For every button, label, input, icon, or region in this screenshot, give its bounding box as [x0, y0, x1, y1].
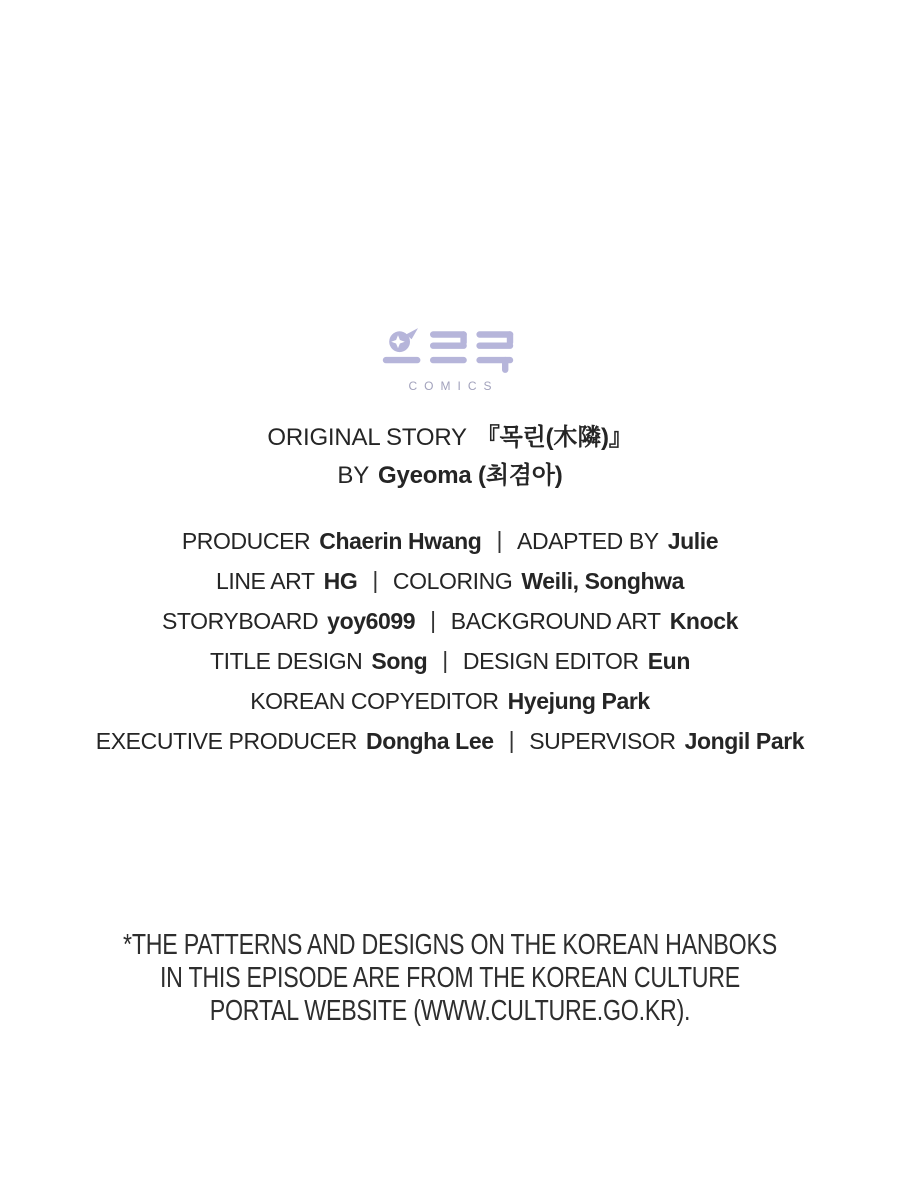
publisher-logo-block — [0, 328, 900, 393]
credit-name: Hyejung Park — [507, 688, 650, 714]
credit-separator: | — [496, 527, 503, 553]
footnote-line: *THE PATTERNS AND DESIGNS ON THE KOREAN HANBOKS — [123, 929, 777, 961]
credit-row-executive-producer — [0, 721, 900, 761]
credit-name: HG — [323, 568, 358, 594]
logo-subtitle: COMICS — [408, 379, 499, 393]
seureureuk-comics-logo-icon — [382, 328, 518, 373]
credit-name: Jongil Park — [684, 728, 805, 754]
credit-role: COLORING — [392, 568, 513, 594]
original-story-label: ORIGINAL STORY — [267, 424, 467, 451]
credit-name: Eun — [647, 648, 690, 674]
title-block — [0, 419, 900, 495]
credit-separator: | — [442, 647, 448, 673]
credit-name: Dongha Lee — [365, 728, 494, 754]
original-story-line — [0, 419, 900, 457]
credit-role: DESIGN EDITOR — [462, 648, 639, 674]
footnote-block — [0, 929, 900, 1028]
credit-row-producer — [0, 521, 900, 561]
author-name: Gyeoma (최겸아) — [378, 462, 563, 489]
credit-row-storyboard — [0, 601, 900, 641]
credit-role: EXECUTIVE PRODUCER — [95, 728, 357, 754]
original-story-title: 『목린(木隣)』 — [475, 424, 633, 451]
by-label: BY — [337, 462, 370, 489]
credit-role: BACKGROUND ART — [450, 608, 661, 634]
credit-role: ADAPTED BY — [517, 528, 659, 554]
credit-name: Chaerin Hwang — [319, 528, 482, 554]
footnote-line: IN THIS EPISODE ARE FROM THE KOREAN CULTURE — [159, 962, 741, 994]
credit-name: Song — [371, 648, 428, 674]
credit-role: KOREAN COPYEDITOR — [250, 688, 499, 714]
credit-role: LINE ART — [215, 568, 315, 594]
credit-role: TITLE DESIGN — [210, 648, 363, 674]
footnote-text — [90, 929, 810, 1028]
credit-role: SUPERVISOR — [529, 728, 676, 754]
credit-row-line-art — [0, 561, 900, 601]
credit-role: PRODUCER — [181, 528, 311, 554]
credit-separator: | — [430, 607, 436, 633]
credit-name: Weili, Songhwa — [521, 568, 685, 594]
credit-separator: | — [372, 567, 378, 593]
footnote-line: PORTAL WEBSITE (WWW.CULTURE.GO.KR). — [209, 995, 691, 1027]
credit-separator: | — [508, 727, 515, 753]
credit-row-copyeditor — [0, 681, 900, 721]
credit-name: Julie — [667, 528, 719, 554]
credit-name: Knock — [669, 608, 739, 634]
credit-role: STORYBOARD — [161, 608, 319, 634]
author-line — [0, 457, 900, 495]
credit-row-title-design — [0, 641, 900, 681]
credits-block — [0, 521, 900, 761]
credit-name: yoy6099 — [327, 608, 416, 634]
